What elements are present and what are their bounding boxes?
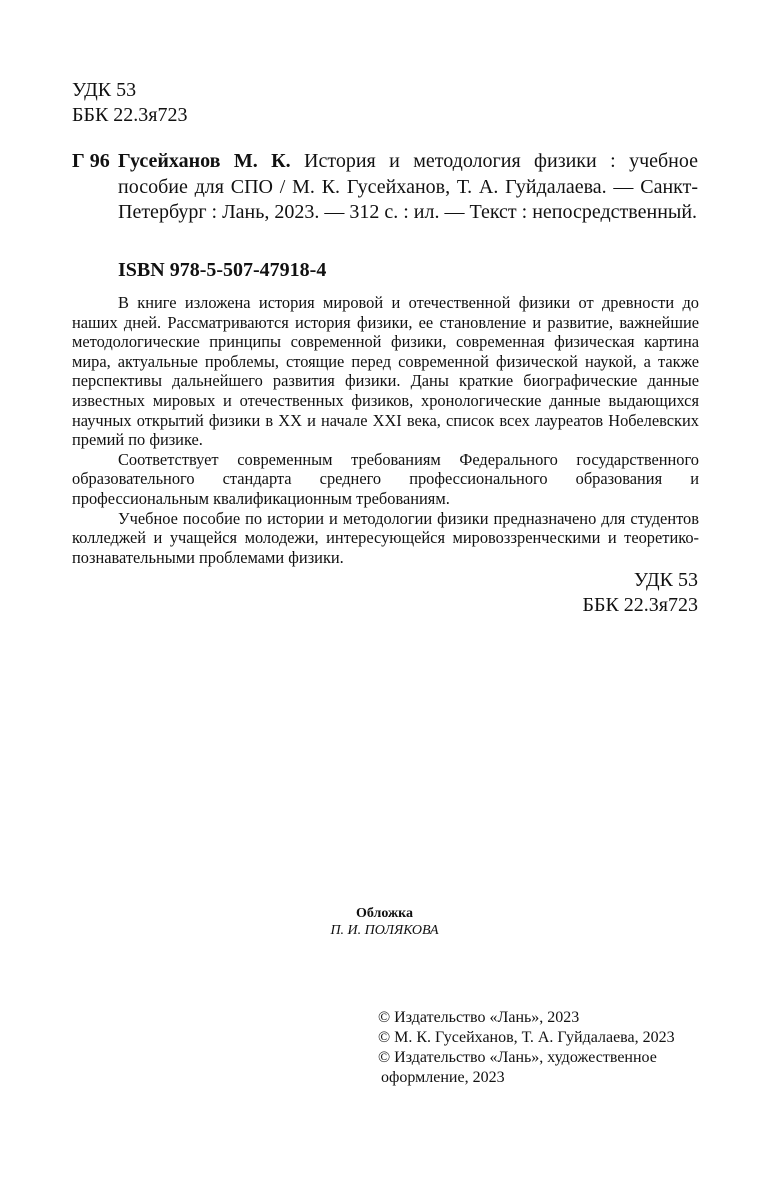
bibliographic-text: История и методология физики : учебное пособие для СПО / М. К. Гусейханов, Т. А. Гуйдалаева. — Санкт-Петербург : Лань, 2023. — 312 с. : ил. — Текст : непосредственный.: [118, 150, 699, 223]
isbn: ISBN 978-5-507-47918-4: [118, 259, 327, 281]
annotation-paragraph: Учебное пособие по истории и методологии физики предназначено для студентов колледжей и учащейся молодежи, интересующейся мировоззренческими и теоретико-познавательными проблемами физики.: [72, 508, 699, 567]
copyright-line: оформление, 2023: [381, 1069, 505, 1086]
udk-code: УДК 53: [72, 79, 137, 101]
author-name: Гусейханов М. К.: [118, 150, 291, 172]
udk-code: УДК 53: [633, 569, 698, 591]
bibliographic-record: [118, 149, 698, 226]
annotation-paragraph: В книге изложена история мировой и отечественной физики от древности до наших дней. Рассматриваются история физики, ее становление и развитие, важнейшие методологические принципы современной физики, современная физическая картина мира, актуальные проблемы, стоящие перед современной физической наукой, а также перспективы дальнейшего развития физики. Даны краткие биографические данные известных мировых и отечественных физиков, хронологические данные выдающихся научных открытий физики в XX и начале XXI века, список всех лауреатов Нобелевских премий по физике.: [72, 293, 699, 450]
catalog-code: Г 96: [72, 150, 110, 172]
copyright-line: © Издательство «Лань», 2023: [378, 1009, 580, 1026]
copyright-line: © М. К. Гусейханов, Т. А. Гуйдалаева, 2023: [378, 1029, 675, 1046]
bbk-code: ББК 22.3я723: [582, 594, 698, 616]
copyright-block: [378, 1008, 675, 1088]
annotation-paragraph: Соответствует современным требованиям Федерального государственного образовательного стандарта среднего профессионального образования и профессиональным квалификационным требованиям.: [72, 449, 699, 508]
classification-codes-bottom: [582, 568, 698, 618]
classification-codes-top: [72, 78, 188, 128]
copyright-line: © Издательство «Лань», художественное: [378, 1049, 657, 1066]
annotation: [72, 293, 699, 567]
cover-designer: П. И. ПОЛЯКОВА: [330, 923, 439, 938]
cover-credit: [0, 905, 769, 939]
bbk-code: ББК 22.3я723: [72, 104, 188, 126]
cover-label: Обложка: [355, 906, 414, 921]
